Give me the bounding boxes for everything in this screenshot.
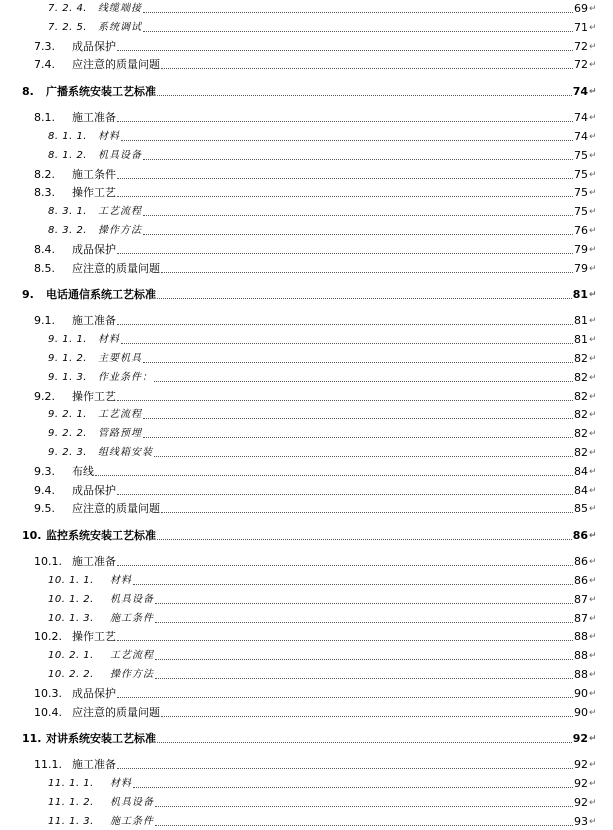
paragraph-mark-icon: ↵ <box>589 798 597 808</box>
dot-leader <box>155 806 573 807</box>
toc-entry-level2[interactable] <box>0 57 598 73</box>
toc-entry-level2[interactable] <box>0 554 598 570</box>
paragraph-mark-icon: ↵ <box>589 60 597 71</box>
paragraph-mark-icon: ↵ <box>589 734 597 744</box>
dot-leader <box>155 603 573 604</box>
paragraph-mark-icon: ↵ <box>589 530 597 541</box>
dot-leader <box>155 622 573 623</box>
toc-entry-page: 88 <box>574 630 588 644</box>
toc-entry-page: 87 <box>574 592 588 606</box>
toc-entry-number: 10. 1. 2. <box>48 593 94 605</box>
toc-entry-level3[interactable] <box>0 332 598 348</box>
dot-leader <box>157 742 572 743</box>
toc-entry-title: 对讲系统安装工艺标准 <box>46 732 156 745</box>
paragraph-mark-icon: ↵ <box>589 670 597 680</box>
toc-entry-number: 8. 3. 1. <box>48 206 87 218</box>
toc-entry-number: 7.3. <box>34 39 55 53</box>
toc-entry-number: 8. 1. 1. <box>48 131 87 142</box>
toc-entry-level3[interactable] <box>0 573 598 589</box>
toc-entry-number: 9. 2. 2. <box>48 428 87 440</box>
toc-entry-title: 成品保护 <box>72 686 116 700</box>
dot-leader <box>157 95 572 96</box>
dot-leader <box>117 697 573 698</box>
dot-leader <box>117 400 573 401</box>
paragraph-mark-icon: ↵ <box>589 354 597 364</box>
dot-leader <box>133 787 573 788</box>
toc-entry-title: 电话通信系统工艺标准 <box>46 288 156 301</box>
toc-entry-level1[interactable] <box>0 528 598 544</box>
toc-entry-number: 9. 2. 1. <box>48 409 87 421</box>
toc-entry-number: 9. 2. 3. <box>48 447 87 458</box>
paragraph-mark-icon: ↵ <box>589 132 597 142</box>
toc-entry-level3[interactable] <box>0 204 598 220</box>
toc-entry-level3[interactable] <box>0 129 598 145</box>
toc-entry-title: 应注意的质量问题 <box>72 58 160 72</box>
paragraph-mark-icon: ↵ <box>589 391 597 402</box>
dot-leader <box>161 68 573 69</box>
paragraph-mark-icon: ↵ <box>589 244 597 255</box>
toc-entry-page: 72 <box>574 39 588 53</box>
dot-leader <box>95 475 573 476</box>
toc-entry-number: 8. 3. 2. <box>48 225 87 236</box>
toc-entry-level2[interactable] <box>0 483 598 499</box>
toc-entry-title: 操作方法 <box>110 669 154 680</box>
toc-entry-page: 81 <box>574 314 588 328</box>
toc-entry-page: 93 <box>574 814 588 828</box>
toc-entry-number: 9. 1. 1. <box>48 334 87 346</box>
toc-entry-page: 75 <box>574 205 588 219</box>
dot-leader <box>157 539 572 540</box>
toc-entry-number: 7. 2. 4. <box>48 3 87 14</box>
toc-entry-level1[interactable] <box>0 84 598 100</box>
paragraph-mark-icon: ↵ <box>589 22 597 33</box>
paragraph-mark-icon: ↵ <box>589 760 597 771</box>
toc-entry-level3[interactable] <box>0 223 598 239</box>
toc-entry-level1[interactable] <box>0 287 598 303</box>
toc-entry-title: 机具设备 <box>110 593 154 605</box>
toc-entry-number: 9.3. <box>34 464 55 478</box>
toc-entry-level3[interactable] <box>0 1 598 17</box>
dot-leader <box>121 343 573 344</box>
toc-entry-page: 82 <box>574 446 588 459</box>
toc-entry-title: 施工准备 <box>72 758 116 772</box>
toc-entry-title: 组线箱安装 <box>98 447 153 458</box>
toc-entry-page: 85 <box>574 502 588 516</box>
toc-entry-level3[interactable] <box>0 351 598 367</box>
toc-entry-level2[interactable] <box>0 261 598 277</box>
dot-leader <box>157 298 572 299</box>
toc-entry-title: 应注意的质量问题 <box>72 261 160 275</box>
toc-entry-title: 材料 <box>110 575 132 586</box>
toc-entry-level3[interactable] <box>0 795 598 811</box>
toc-entry-level2[interactable] <box>0 705 598 721</box>
toc-entry-title: 广播系统安装工艺标准 <box>46 84 156 98</box>
toc-entry-page: 82 <box>574 389 588 403</box>
toc-entry-level3[interactable] <box>0 20 598 36</box>
toc-entry-number: 8.2. <box>34 167 55 181</box>
paragraph-mark-icon: ↵ <box>589 410 597 421</box>
paragraph-mark-icon: ↵ <box>589 557 597 568</box>
toc-entry-page: 72 <box>574 58 588 72</box>
toc-entry-number: 7.4. <box>34 58 55 72</box>
toc-entry-level3[interactable] <box>0 648 598 664</box>
toc-entry-page: 69 <box>574 2 588 15</box>
toc-entry-title: 施工准备 <box>72 111 116 125</box>
dot-leader <box>117 196 573 197</box>
toc-entry-level2[interactable] <box>0 629 598 645</box>
toc-entry-number: 10. 1. 3. <box>48 612 94 624</box>
paragraph-mark-icon: ↵ <box>589 335 597 346</box>
paragraph-mark-icon: ↵ <box>589 504 597 515</box>
toc-entry-number: 9.4. <box>34 483 55 497</box>
toc-entry-title: 成品保护 <box>72 242 116 256</box>
dot-leader <box>161 512 573 513</box>
toc-entry-page: 86 <box>574 555 588 569</box>
paragraph-mark-icon: ↵ <box>589 226 597 236</box>
dot-leader <box>143 215 573 216</box>
toc-entry-page: 82 <box>574 370 588 384</box>
toc-entry-level3[interactable] <box>0 148 598 164</box>
toc-entry-level3[interactable] <box>0 611 598 627</box>
toc-entry-page: 82 <box>574 408 588 422</box>
toc-entry-number: 9.5. <box>34 502 55 516</box>
paragraph-mark-icon: ↵ <box>589 448 597 458</box>
dot-leader <box>143 234 573 235</box>
toc-entry-title: 机具设备 <box>110 797 154 808</box>
dot-leader <box>117 494 573 495</box>
toc-entry-page: 90 <box>574 686 588 700</box>
paragraph-mark-icon: ↵ <box>589 207 597 218</box>
toc-entry-level2[interactable] <box>0 110 598 126</box>
toc-entry-title: 线缆端接 <box>98 3 142 14</box>
dot-leader <box>154 381 573 382</box>
toc-entry-page: 92 <box>574 777 588 791</box>
paragraph-mark-icon: ↵ <box>589 485 597 496</box>
toc-entry-level3[interactable] <box>0 370 598 386</box>
toc-entry-number: 8. <box>22 84 34 98</box>
dot-leader <box>117 565 573 566</box>
toc-entry-level3[interactable] <box>0 445 598 461</box>
paragraph-mark-icon: ↵ <box>589 594 597 605</box>
toc-entry-title: 成品保护 <box>72 39 116 53</box>
toc-entry-title: 工艺流程 <box>98 409 142 421</box>
toc-entry-number: 9. 1. 2. <box>48 353 87 364</box>
toc-entry-page: 92 <box>572 732 588 745</box>
toc-entry-title: 机具设备 <box>98 149 142 161</box>
toc-entry-title: 工艺流程 <box>110 650 154 662</box>
toc-entry-page: 92 <box>574 796 588 809</box>
dot-leader <box>117 121 573 122</box>
toc-entry-number: 11. 1. 3. <box>48 815 94 827</box>
paragraph-mark-icon: ↵ <box>589 372 597 383</box>
toc-entry-level2[interactable] <box>0 185 598 201</box>
toc-entry-page: 81 <box>574 333 588 347</box>
paragraph-mark-icon: ↵ <box>589 576 597 586</box>
toc-entry-number: 8.1. <box>34 111 55 125</box>
toc-entry-level2[interactable] <box>0 242 598 258</box>
toc-entry-number: 10.4. <box>34 705 62 719</box>
toc-entry-level3[interactable] <box>0 407 598 423</box>
toc-entry-level2[interactable] <box>0 686 598 702</box>
paragraph-mark-icon: ↵ <box>589 263 597 274</box>
toc-entry-title: 施工条件 <box>110 815 154 827</box>
paragraph-mark-icon: ↵ <box>589 188 597 199</box>
dot-leader <box>133 584 573 585</box>
dot-leader <box>117 324 573 325</box>
toc-entry-title: 主要机具 <box>98 353 142 364</box>
toc-entry-title: 材料 <box>98 334 120 346</box>
dot-leader <box>117 768 573 769</box>
toc-entry-level1[interactable] <box>0 731 598 747</box>
dot-leader <box>143 418 573 419</box>
toc-entry-page: 82 <box>574 427 588 441</box>
dot-leader <box>161 272 573 273</box>
dot-leader <box>155 825 573 826</box>
toc-entry-page: 88 <box>574 649 588 663</box>
toc-entry-page: 87 <box>574 611 588 625</box>
toc-entry-page: 75 <box>574 186 588 200</box>
toc-entry-title: 操作工艺 <box>72 630 116 644</box>
dot-leader <box>155 678 573 679</box>
toc-entry-title: 应注意的质量问题 <box>72 502 160 516</box>
toc-entry-number: 10. 1. 1. <box>48 575 94 586</box>
paragraph-mark-icon: ↵ <box>589 779 597 790</box>
toc-entry-title: 工艺流程 <box>98 206 142 218</box>
toc-entry-page: 84 <box>574 483 588 497</box>
toc-entry-page: 88 <box>574 668 588 681</box>
toc-entry-title: 作业条件： <box>98 371 153 383</box>
toc-entry-page: 74 <box>574 111 588 125</box>
dot-leader <box>143 12 573 13</box>
toc-entry-number: 8. 1. 2. <box>48 149 87 161</box>
toc-entry-number: 8.5. <box>34 261 55 275</box>
toc-entry-title: 管路预埋 <box>98 428 142 440</box>
toc-entry-level3[interactable] <box>0 426 598 442</box>
dot-leader <box>154 456 573 457</box>
paragraph-mark-icon: ↵ <box>589 707 597 718</box>
paragraph-mark-icon: ↵ <box>589 113 597 124</box>
toc-entry-number: 9. 1. 3. <box>48 371 87 383</box>
toc-entry-page: 79 <box>574 261 588 275</box>
dot-leader <box>121 140 573 141</box>
toc-entry-title: 应注意的质量问题 <box>72 705 160 719</box>
toc-entry-level2[interactable] <box>0 389 598 405</box>
toc-entry-page: 84 <box>574 464 588 478</box>
toc-entry-level2[interactable] <box>0 39 598 55</box>
toc-entry-number: 10.1. <box>34 555 62 569</box>
paragraph-mark-icon: ↵ <box>589 316 597 327</box>
toc-entry-level3[interactable] <box>0 776 598 792</box>
toc-entry-title: 操作工艺 <box>72 389 116 403</box>
toc-entry-title: 操作方法 <box>98 225 142 236</box>
toc-entry-page: 74 <box>572 84 588 98</box>
paragraph-mark-icon: ↵ <box>589 429 597 440</box>
toc-entry-number: 8.4. <box>34 242 55 256</box>
toc-entry-number: 8.3. <box>34 186 55 200</box>
toc-entry-page: 79 <box>574 242 588 256</box>
toc-entry-title: 布线 <box>72 464 94 478</box>
toc-entry-page: 71 <box>574 20 588 34</box>
toc-entry-page: 90 <box>574 705 588 719</box>
toc-entry-title: 操作工艺 <box>72 186 116 200</box>
dot-leader <box>161 716 573 717</box>
toc-entry-number: 10.3. <box>34 686 62 700</box>
toc-entry-page: 75 <box>574 148 588 162</box>
toc-entry-number: 9. <box>22 288 34 301</box>
paragraph-mark-icon: ↵ <box>589 613 597 624</box>
toc-entry-number: 11. 1. 2. <box>48 797 94 808</box>
toc-entry-number: 11.1. <box>34 758 62 772</box>
paragraph-mark-icon: ↵ <box>589 816 597 827</box>
toc-entry-number: 10. 2. 1. <box>48 650 94 662</box>
toc-entry-page: 75 <box>574 167 588 181</box>
toc-entry-title: 系统调试 <box>98 21 142 33</box>
toc-entry-number: 11. <box>22 732 42 745</box>
toc-entry-level3[interactable] <box>0 814 598 830</box>
toc-entry-level2[interactable] <box>0 501 598 517</box>
toc-entry-title: 施工条件 <box>72 167 116 181</box>
toc-entry-level2[interactable] <box>0 167 598 183</box>
paragraph-mark-icon: ↵ <box>589 41 597 52</box>
dot-leader <box>143 159 573 160</box>
paragraph-mark-icon: ↵ <box>589 632 597 643</box>
paragraph-mark-icon: ↵ <box>589 169 597 180</box>
toc-entry-title: 材料 <box>110 778 132 790</box>
toc-entry-number: 9.2. <box>34 389 55 403</box>
toc-entry-number: 10. <box>22 528 42 542</box>
toc-entry-title: 成品保护 <box>72 483 116 497</box>
paragraph-mark-icon: ↵ <box>589 150 597 161</box>
paragraph-mark-icon: ↵ <box>589 466 597 477</box>
toc-entry-page: 76 <box>574 224 588 237</box>
toc-entry-page: 74 <box>574 130 588 143</box>
dot-leader <box>143 31 573 32</box>
toc-entry-page: 92 <box>574 758 588 772</box>
toc-entry-title: 施工条件 <box>110 612 154 624</box>
paragraph-mark-icon: ↵ <box>589 290 597 300</box>
dot-leader <box>117 50 573 51</box>
toc-entry-page: 81 <box>572 288 588 301</box>
toc-entry-page: 86 <box>574 574 588 587</box>
toc-entry-number: 9.1. <box>34 314 55 328</box>
dot-leader <box>155 659 573 660</box>
toc-entry-level3[interactable] <box>0 667 598 683</box>
toc-entry-level3[interactable] <box>0 592 598 608</box>
toc-entry-title: 施工准备 <box>72 555 116 569</box>
toc-entry-level2[interactable] <box>0 464 598 480</box>
paragraph-mark-icon: ↵ <box>589 4 597 14</box>
dot-leader <box>117 253 573 254</box>
dot-leader <box>117 640 573 641</box>
paragraph-mark-icon: ↵ <box>589 688 597 699</box>
toc-entry-number: 10.2. <box>34 630 62 644</box>
paragraph-mark-icon: ↵ <box>589 86 597 97</box>
toc-entry-title: 监控系统安装工艺标准 <box>46 528 156 542</box>
paragraph-mark-icon: ↵ <box>589 651 597 662</box>
dot-leader <box>117 178 573 179</box>
toc-entry-title: 材料 <box>98 131 120 142</box>
toc-entry-level2[interactable] <box>0 313 598 329</box>
toc-entry-level2[interactable] <box>0 757 598 773</box>
dot-leader <box>143 437 573 438</box>
toc-entry-number: 11. 1. 1. <box>48 778 94 790</box>
toc-entry-number: 7. 2. 5. <box>48 21 87 33</box>
toc-entry-number: 10. 2. 2. <box>48 669 94 680</box>
toc-entry-page: 82 <box>574 352 588 365</box>
toc-entry-title: 施工准备 <box>72 314 116 328</box>
dot-leader <box>143 362 573 363</box>
toc-entry-page: 86 <box>572 528 588 542</box>
